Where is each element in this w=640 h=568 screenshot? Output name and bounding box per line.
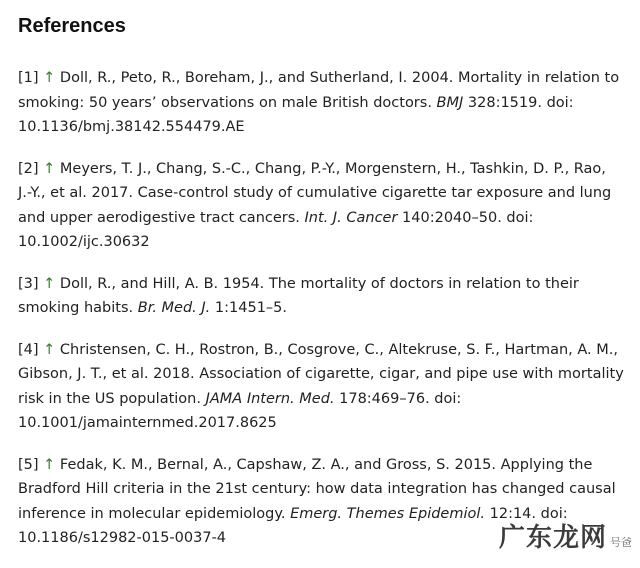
reference-citation: 328:1519. doi: 10.1136/bmj.38142.554479.AE — [18, 94, 574, 135]
journal-name: BMJ — [436, 94, 464, 111]
reference-item-4 — [18, 338, 624, 436]
reference-item-1 — [18, 66, 624, 140]
reference-citation: 140:2040–50. doi: 10.1002/ijc.30632 — [18, 209, 534, 250]
backlink-arrow-icon[interactable]: ↑ — [43, 341, 56, 358]
reference-item-3 — [18, 272, 624, 321]
reference-number[interactable]: [1] — [18, 70, 39, 86]
reference-number[interactable]: [4] — [18, 341, 39, 358]
reference-text: Doll, R., and Hill, A. B. 1954. The mortality of doctors in relation to their smoking habits. — [18, 275, 579, 316]
reference-text: Meyers, T. J., Chang, S.-C., Chang, P.-Y., Morgenstern, H., Tashkin, D. P., Rao, J.-Y., et al. 2017. Case-control study of cumulative cigarette tar exposure and lung and upper aerodigestive tract cancers. — [18, 160, 612, 226]
journal-name: Br. Med. J. — [137, 300, 211, 316]
reference-text: Christensen, C. H., Rostron, B., Cosgrove, C., Altekruse, S. F., Hartman, A. M., Gibson, J. T., et al. 2018. Association of cigarette, cigar, and pipe use with mortality risk in the US population. — [18, 341, 624, 407]
journal-name: JAMA Intern. Med. — [205, 390, 335, 407]
reference-text: Fedak, K. M., Bernal, A., Capshaw, Z. A., and Gross, S. 2015. Applying the Bradford Hill criteria in the 21st century: how data integration has changed causal inference in molecular epidemiology. — [18, 456, 616, 522]
backlink-arrow-icon[interactable]: ↑ — [43, 275, 56, 292]
backlink-arrow-icon[interactable]: ↑ — [43, 456, 56, 473]
reference-citation: 178:469–76. doi: 10.1001/jamainternmed.2017.8625 — [18, 390, 462, 431]
reference-number[interactable]: [5] — [18, 456, 39, 473]
reference-number[interactable]: [3] — [18, 275, 39, 292]
reference-number[interactable]: [2] — [18, 160, 39, 177]
reference-item-2 — [18, 157, 624, 255]
reference-text: Doll, R., Peto, R., Boreham, J., and Sutherland, I. 2004. Mortality in relation to smoking: 50 years’ observations on male British doctors. — [18, 70, 620, 111]
site-watermark — [499, 517, 632, 554]
reference-citation: 1:1451–5. — [210, 300, 288, 316]
reference-list — [18, 66, 624, 551]
references-heading: References — [18, 15, 126, 37]
reference-citation: 12:14. doi: 10.1186/s12982-015-0037-4 — [18, 505, 568, 546]
watermark-logo-text: 广东龙网 — [498, 523, 607, 553]
backlink-arrow-icon[interactable]: ↑ — [43, 70, 56, 86]
references-section — [18, 12, 624, 568]
journal-name: Emerg. Themes Epidemiol. — [290, 505, 486, 522]
backlink-arrow-icon[interactable]: ↑ — [43, 160, 56, 177]
journal-name: Int. J. Cancer — [304, 209, 398, 226]
watermark-subtext: 号爸 — [610, 536, 632, 549]
